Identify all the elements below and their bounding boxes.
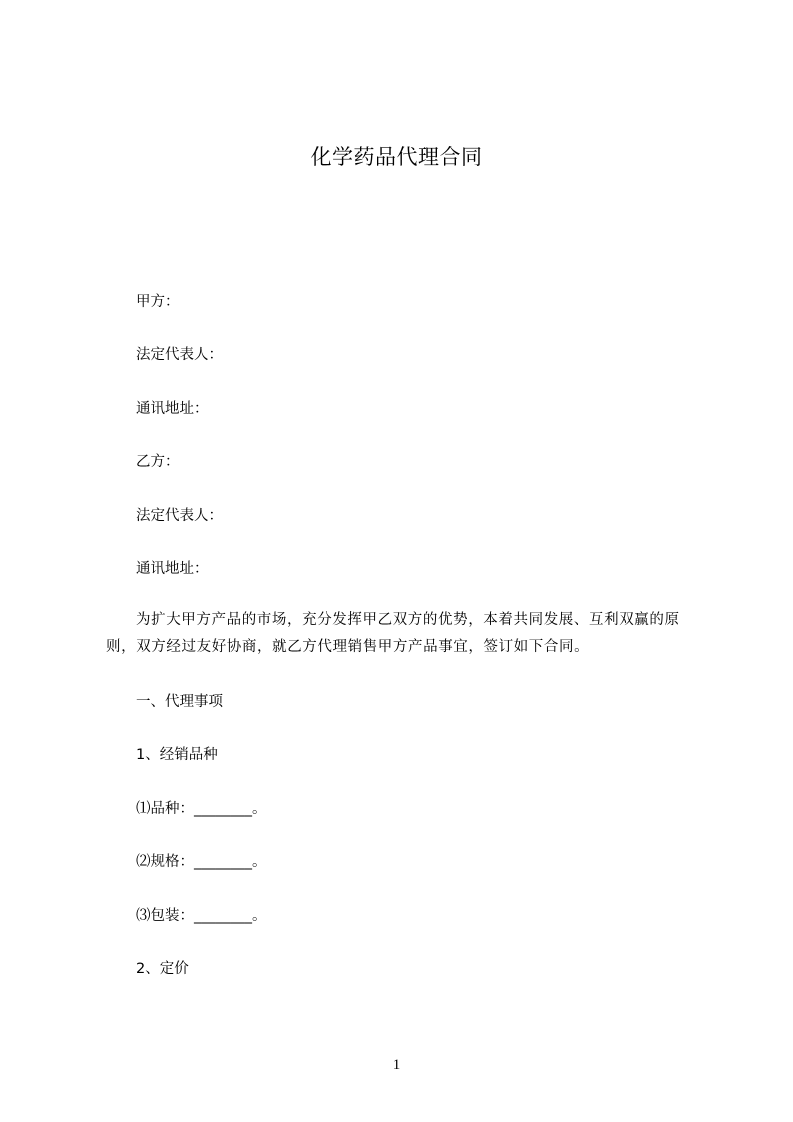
section-1-heading: 一、代理事项 — [136, 694, 223, 710]
party-b-legal-rep-label: 法定代表人： — [136, 508, 223, 524]
party-a-legal-rep-label: 法定代表人： — [136, 347, 223, 363]
party-a-label: 甲方： — [136, 294, 180, 310]
packaging-field: ⑶包装：________。 — [136, 908, 267, 924]
party-b-label: 乙方： — [136, 454, 180, 470]
variety-field: ⑴品种：________。 — [136, 801, 267, 817]
party-b-address-label: 通讯地址： — [136, 561, 209, 577]
item-1-heading: 1、经销品种 — [136, 747, 218, 763]
spec-field: ⑵规格：________。 — [136, 854, 267, 870]
page-number: 1 — [392, 1057, 401, 1073]
party-a-address-label: 通讯地址： — [136, 401, 209, 417]
item-2-heading: 2、定价 — [136, 961, 189, 977]
preamble-paragraph: 为扩大甲方产品的市场，充分发挥甲乙双方的优势，本着共同发展、互利双赢的原则，双方经过友好协商，就乙方代理销售甲方产品事宜，签订如下合同。 — [106, 612, 680, 655]
document-title: 化学药品代理合同 — [310, 145, 483, 169]
